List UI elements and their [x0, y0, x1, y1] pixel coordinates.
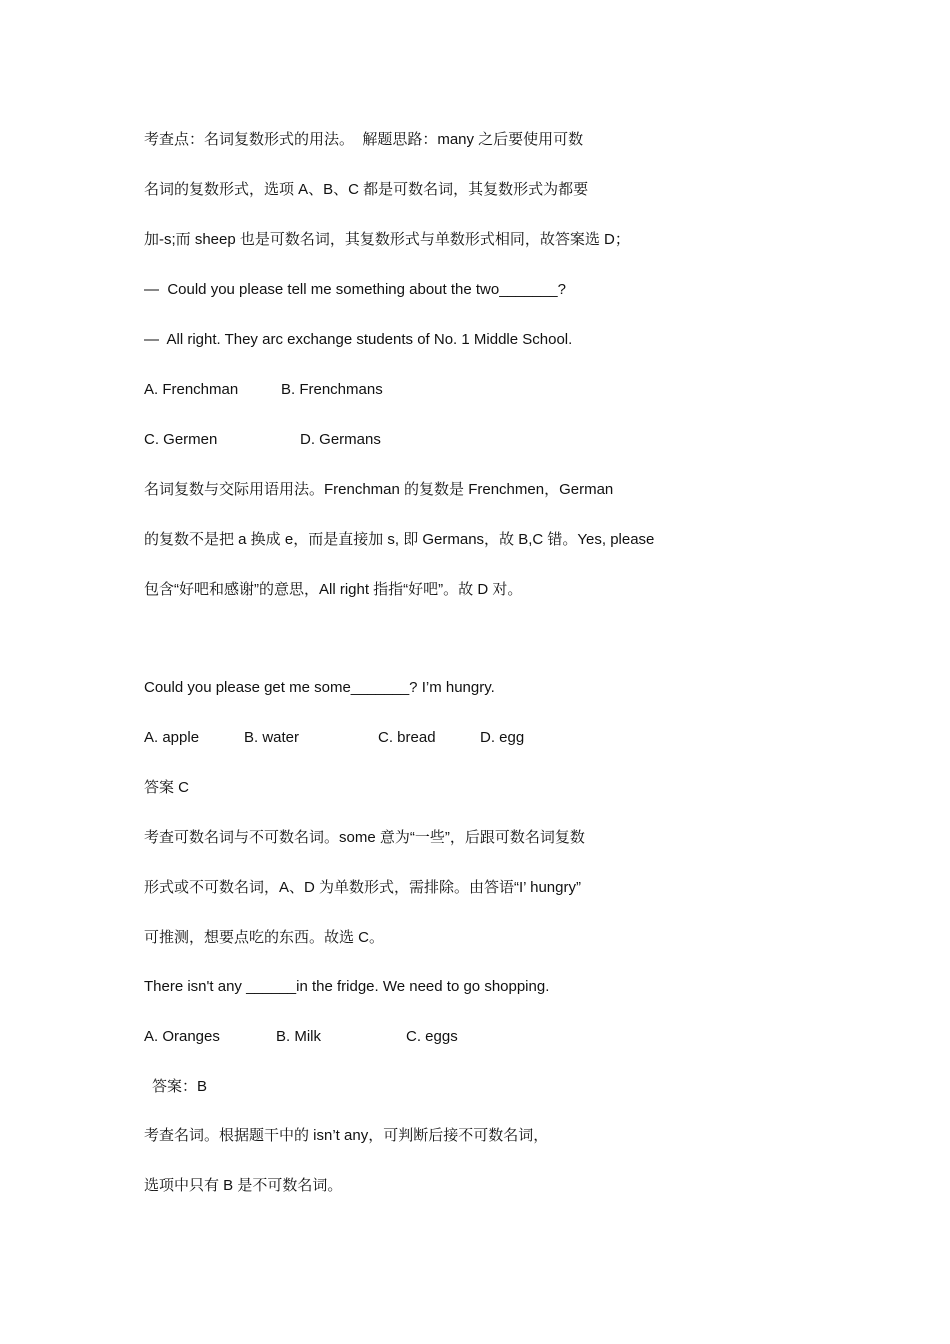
q1-explanation-line-1: 考查点：名词复数形式的用法。 解题思路：many 之后要使用可数	[144, 131, 584, 148]
q3-question: Could you please get me some_______? I’m hungry.	[144, 679, 495, 696]
q3-option-d: D. egg	[480, 729, 525, 746]
q4-option-a: A. Oranges	[144, 1028, 220, 1045]
q1-explanation-line-2: 名词的复数形式，选项 A、B、C 都是可数名词，其复数形式为都要	[144, 181, 589, 198]
q1-explanation-line-3: 加-s;而 sheep 也是可数名词，其复数形式与单数形式相同，故答案选 D；	[144, 231, 630, 248]
q4-explanation-line-2: 选项中只有 B 是不可数名词。	[144, 1177, 343, 1194]
q3-option-a: A. apple	[144, 729, 200, 746]
q2-dialog-line-1: — Could you please tell me something about the two_______?	[144, 281, 566, 298]
q2-option-d: D. Germans	[300, 431, 381, 448]
q2-explanation-line-2: 的复数不是把 a 换成 e，而是直接加 s, 即 Germans，故 B,C 错。Yes, please	[144, 531, 655, 548]
q2-option-c: C. Germen	[144, 431, 218, 448]
q2-dialog-line-2: — All right. They arc exchange students of No. 1 Middle School.	[144, 331, 573, 348]
q2-option-b: B. Frenchmans	[281, 381, 383, 398]
q3-option-c: C. bread	[378, 729, 436, 746]
q4-explanation-line-1: 考查名词。根据题干中的 isn’t any，可判断后接不可数名词，	[144, 1127, 549, 1144]
q4-option-b: B. Milk	[276, 1028, 321, 1045]
q2-option-a: A. Frenchman	[144, 381, 239, 398]
q3-explanation-line-1: 考查可数名词与不可数名词。some 意为“一些”，后跟可数名词复数	[144, 829, 585, 846]
q3-answer: 答案 C	[144, 779, 190, 796]
q3-explanation-line-2: 形式或不可数名词，A、D 为单数形式，需排除。由答语“I’ hungry”	[144, 879, 581, 896]
q4-question: There isn't any ______in the fridge. We need to go shopping.	[144, 978, 550, 995]
q4-answer: 答案：B	[152, 1078, 208, 1095]
q3-explanation-line-3: 可推测，想要点吃的东西。故选 C。	[144, 929, 385, 946]
q2-explanation-line-1: 名词复数与交际用语用法。Frenchman 的复数是 Frenchmen，German	[144, 481, 614, 498]
q4-option-c: C. eggs	[406, 1028, 458, 1045]
q2-explanation-line-3: 包含“好吧和感谢”的意思，All right 指指“好吧”。故 D 对。	[144, 581, 523, 598]
q3-option-b: B. water	[244, 729, 300, 746]
